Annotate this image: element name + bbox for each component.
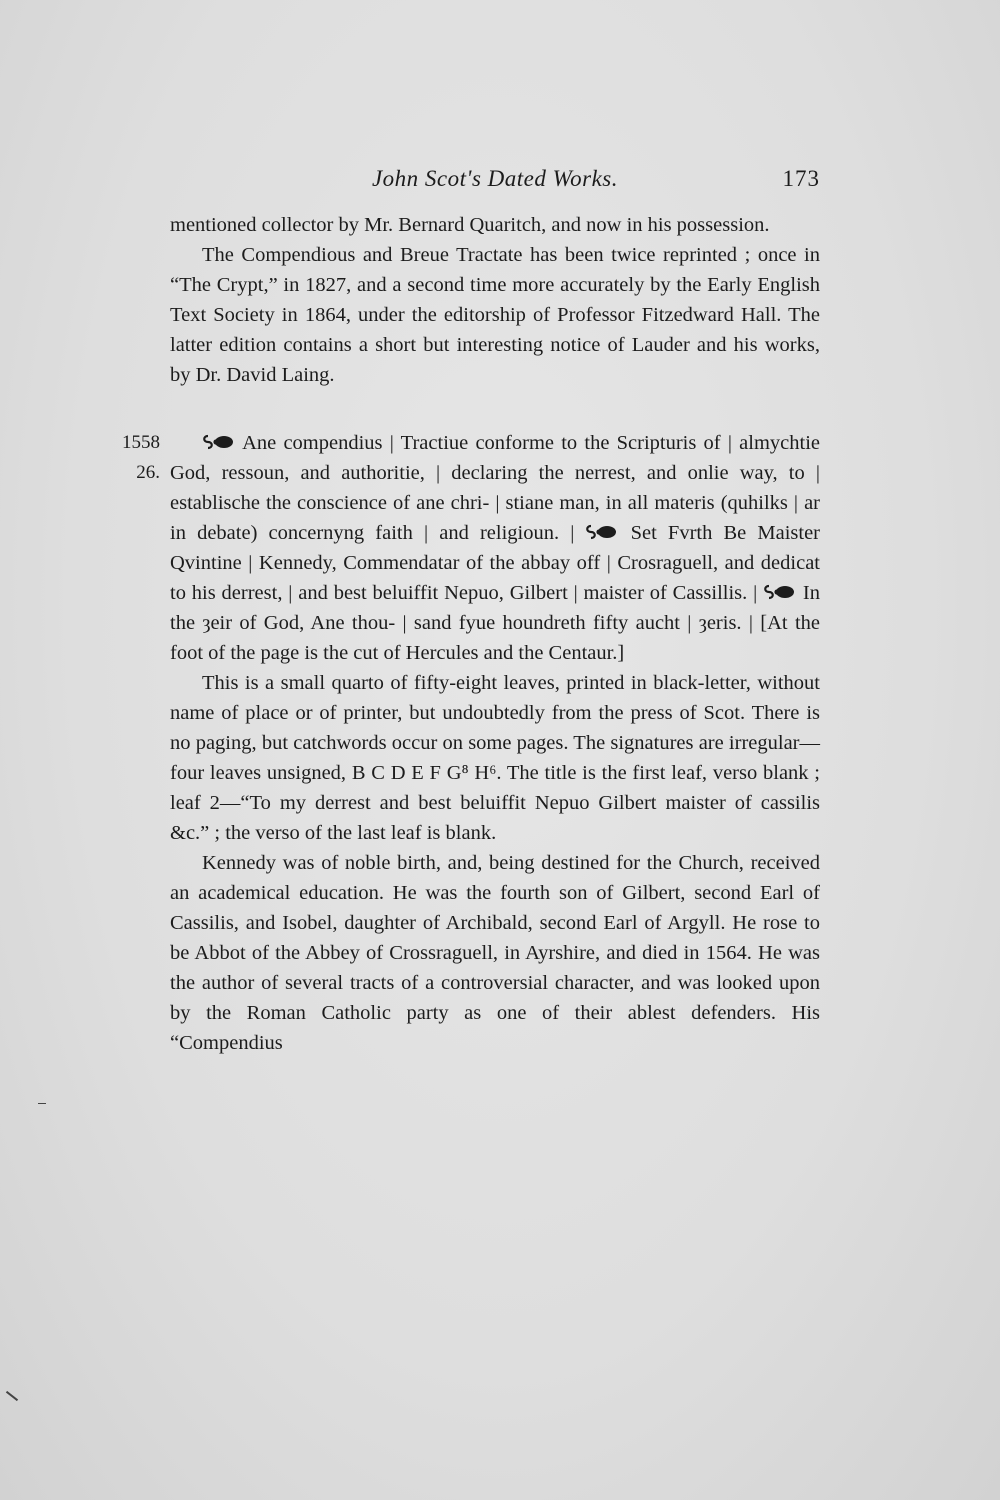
running-title: John Scot's Dated Works. (371, 166, 619, 191)
running-head (170, 166, 820, 200)
printers-fleuron-icon (763, 583, 797, 601)
page-number: 173 (782, 166, 820, 191)
paragraph-biography: Kennedy was of noble birth, and, being destined for the Church, received an academical education. He was the fourth son of Gilbert, second Earl of Cassilis, and Isobel, daughter of Archibald, second Earl of Argyll. He rose to be Abbot of the Abbey of Crossraguell, in Ayrshire, and died in 1564. He was the author of several tracts of a controversial character, and was looked upon by the Roman Catholic party as one of their ablest defenders. His “Compendius (170, 852, 820, 1054)
paragraph-reprints: The Compendious and Breue Tractate has been twice reprinted ; once in “The Crypt,” in 1827, and a second time more accurately by the Early English Text Society in 1864, under the editorship of Professor Fitzedward Hall. The latter edition contains a short but interesting notice of Lauder and his works, by Dr. David Laing. (170, 244, 820, 386)
paragraph-continuation: mentioned collector by Mr. Bernard Quaritch, and now in his possession. (170, 214, 770, 236)
entry-text-part-2: Set Fvrth Be Maister Qvintine | Kennedy, Commendatar of the abbay off | Crosraguell, and dedicat to his derrest, | and best beluiffit Nepuo, Gilbert | maister of Cassillis. | (170, 522, 820, 604)
paper-speck (6, 1391, 18, 1401)
body-text (122, 210, 820, 1058)
entry-title-transcription (170, 428, 820, 668)
margin-year: 1558 (122, 432, 160, 453)
bibliographic-entry (122, 428, 820, 668)
entry-text-part-3: In the ȝeir of God, Ane thou- | sand fyue houndreth fifty aucht | ȝeris. | [At the foot of the page is the cut of Hercules and the Centaur.] (170, 582, 820, 664)
margin-entry-number: 26. (136, 462, 160, 483)
printers-fleuron-icon (585, 523, 619, 541)
printers-fleuron-icon (202, 433, 236, 451)
paragraph-description: This is a small quarto of fifty-eight leaves, printed in black-letter, without name of place or of printer, but undoubtedly from the press of Scot. There is no paging, but catchwords occur on some pages. The signatures are irregular—four leaves unsigned, B C D E F G⁸ H⁶. The title is the first leaf, verso blank ; leaf 2—“To my derrest and best beluiffit Nepuo Gilbert maister of cassilis &c.” ; the verso of the last leaf is blank. (170, 672, 820, 844)
entry-text-part-1: Ane compendius | Tractiue conforme to the Scripturis of | almychtie God, ressoun, and authoritie, | declaring the nerrest, and onlie way, to | establische the conscience of ane chri- | stiane man, in all materis (quhilks | ar in debate) concernyng faith | and religioun. | (170, 432, 820, 544)
paper-speck (38, 1103, 46, 1104)
section-gap (170, 390, 820, 428)
